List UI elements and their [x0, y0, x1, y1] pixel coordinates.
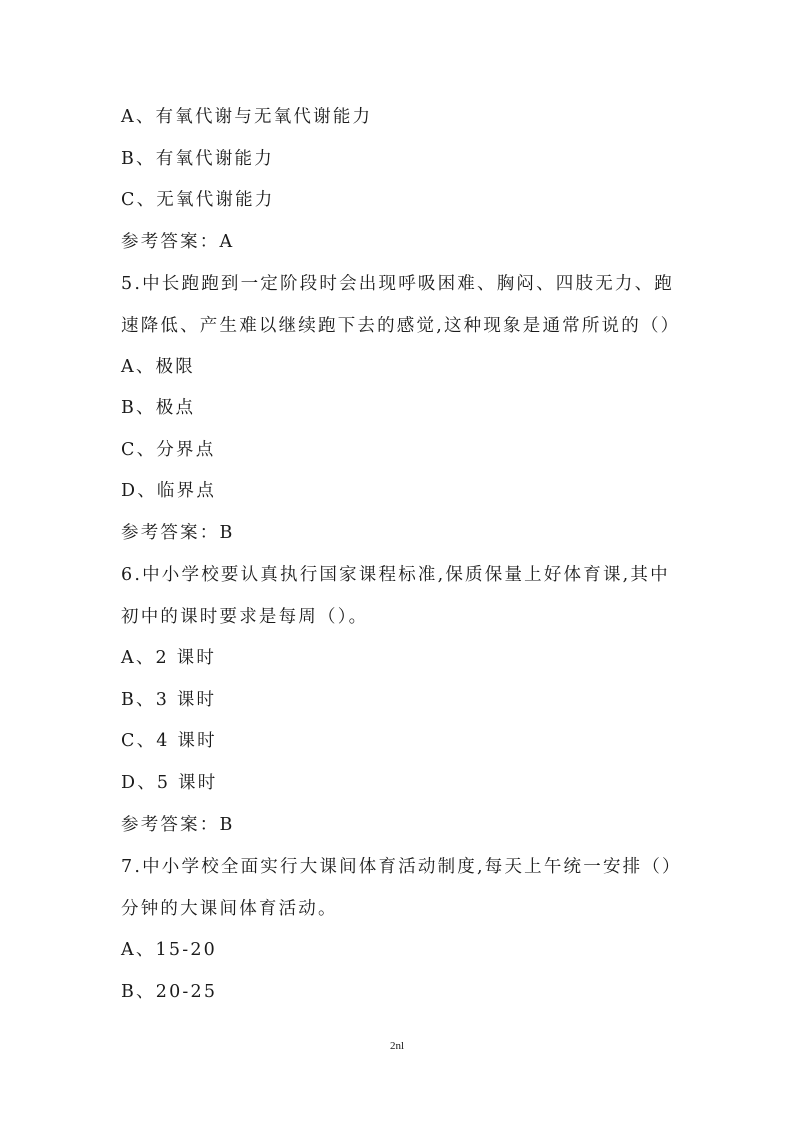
option-a-text: A、有氧代谢与无氧代谢能力 — [121, 107, 373, 127]
option-c-text: C、分界点 — [121, 440, 216, 460]
question-7-line-1: 7.中小学校全面实行大课间体育活动制度,每天上午统一安排（） — [121, 857, 682, 877]
question-6-line-1: 6.中小学校要认真执行国家课程标准,保质保量上好体育课,其中 — [121, 565, 670, 585]
answer-text: 参考答案：A — [121, 232, 235, 252]
option-a-text: A、2 课时 — [121, 648, 217, 668]
option-c-text: C、无氧代谢能力 — [121, 190, 275, 210]
option-d-text: D、5 课时 — [121, 773, 218, 793]
question-5-line-2: 速降低、产生难以继续跑下去的感觉,这种现象是通常所说的（） — [121, 316, 681, 336]
option-b-text: B、20-25 — [121, 982, 218, 1002]
option-d-text: D、临界点 — [121, 481, 217, 501]
option-b-text: B、3 课时 — [121, 690, 217, 710]
option-b-text: B、极点 — [121, 398, 196, 418]
option-a-text: A、15-20 — [121, 940, 217, 960]
question-7-line-2: 分钟的大课间体育活动。 — [121, 899, 338, 919]
question-5-line-1: 5.中长跑跑到一定阶段时会出现呼吸困难、胸闷、四肢无力、跑 — [121, 274, 674, 294]
option-b-text: B、有氧代谢能力 — [121, 149, 274, 169]
option-a-text: A、极限 — [121, 357, 195, 377]
option-c-text: C、4 课时 — [121, 731, 217, 751]
question-6-line-2: 初中的课时要求是每周（）。 — [121, 607, 369, 627]
page-number: 2nl — [389, 1040, 405, 1052]
answer-text: 参考答案：B — [121, 523, 235, 543]
answer-text: 参考答案：B — [121, 815, 235, 835]
